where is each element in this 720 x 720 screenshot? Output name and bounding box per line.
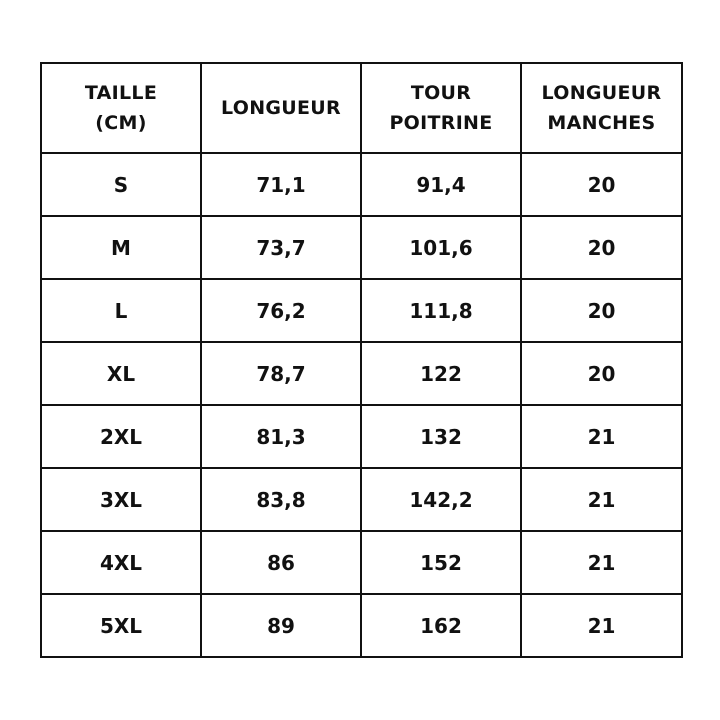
cell-sleeve: 20 bbox=[521, 342, 682, 405]
cell-chest: 101,6 bbox=[361, 216, 521, 279]
cell-sleeve: 21 bbox=[521, 531, 682, 594]
table-header bbox=[41, 63, 682, 153]
cell-chest: 91,4 bbox=[361, 153, 521, 216]
header-sleeve-length bbox=[521, 63, 682, 153]
cell-sleeve: 20 bbox=[521, 216, 682, 279]
header-chest-label: TOUR POITRINE bbox=[389, 82, 493, 134]
cell-chest: 142,2 bbox=[361, 468, 521, 531]
cell-length: 71,1 bbox=[201, 153, 361, 216]
cell-sleeve: 20 bbox=[521, 153, 682, 216]
cell-chest: 122 bbox=[361, 342, 521, 405]
header-length bbox=[201, 63, 361, 153]
header-sleeve-length-label: LONGUEUR MANCHES bbox=[541, 82, 662, 134]
table-body bbox=[41, 153, 682, 657]
table-row bbox=[41, 468, 682, 531]
table-row bbox=[41, 342, 682, 405]
table-row bbox=[41, 153, 682, 216]
header-chest bbox=[361, 63, 521, 153]
cell-length: 73,7 bbox=[201, 216, 361, 279]
table-row bbox=[41, 531, 682, 594]
table-row bbox=[41, 405, 682, 468]
cell-sleeve: 21 bbox=[521, 594, 682, 657]
cell-length: 86 bbox=[201, 531, 361, 594]
cell-size: L bbox=[41, 279, 201, 342]
table-row bbox=[41, 216, 682, 279]
cell-size: 5XL bbox=[41, 594, 201, 657]
cell-length: 78,7 bbox=[201, 342, 361, 405]
table-row bbox=[41, 279, 682, 342]
cell-length: 83,8 bbox=[201, 468, 361, 531]
cell-sleeve: 21 bbox=[521, 405, 682, 468]
header-length-label: LONGUEUR bbox=[221, 97, 341, 119]
cell-length: 81,3 bbox=[201, 405, 361, 468]
size-chart-table bbox=[40, 62, 683, 658]
cell-chest: 132 bbox=[361, 405, 521, 468]
cell-sleeve: 20 bbox=[521, 279, 682, 342]
cell-sleeve: 21 bbox=[521, 468, 682, 531]
cell-size: S bbox=[41, 153, 201, 216]
cell-size: 2XL bbox=[41, 405, 201, 468]
cell-length: 89 bbox=[201, 594, 361, 657]
cell-chest: 111,8 bbox=[361, 279, 521, 342]
table-row bbox=[41, 594, 682, 657]
header-size bbox=[41, 63, 201, 153]
cell-chest: 162 bbox=[361, 594, 521, 657]
cell-chest: 152 bbox=[361, 531, 521, 594]
cell-size: XL bbox=[41, 342, 201, 405]
cell-size: 4XL bbox=[41, 531, 201, 594]
cell-size: M bbox=[41, 216, 201, 279]
header-size-label: TAILLE (CM) bbox=[84, 82, 158, 134]
cell-size: 3XL bbox=[41, 468, 201, 531]
header-row bbox=[41, 63, 682, 153]
cell-length: 76,2 bbox=[201, 279, 361, 342]
